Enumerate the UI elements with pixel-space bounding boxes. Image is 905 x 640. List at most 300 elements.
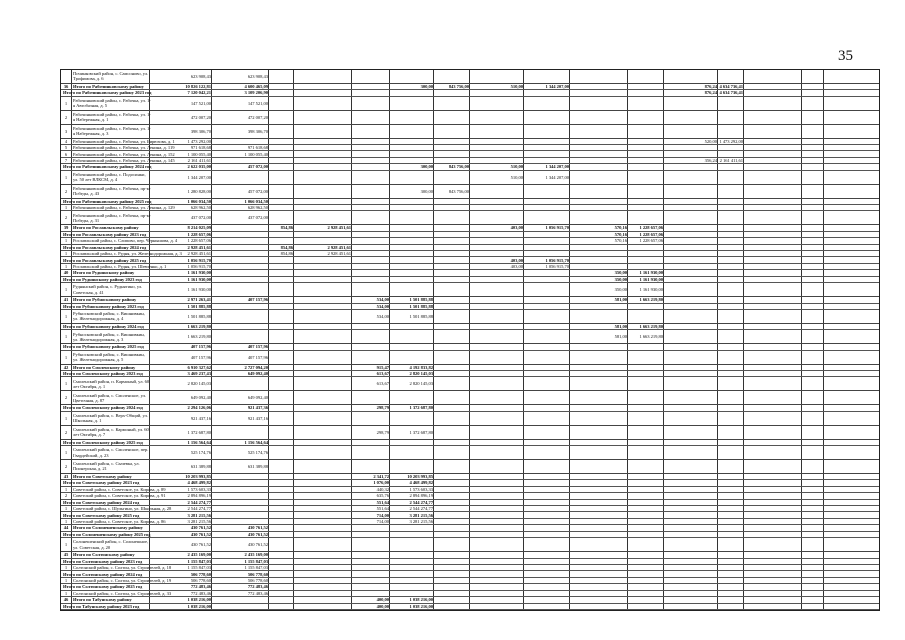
value-cell: 1 228 657,06 [639, 238, 663, 244]
value-cell: 631 389,88 [190, 463, 211, 469]
value-cell: 4 600 465,09 [244, 84, 268, 90]
value-cell: 1 573 603,33 [187, 486, 211, 492]
value-cell: 403,00 [510, 257, 523, 263]
value-cell: 623 908,43 [247, 73, 268, 79]
value-cell: 714,00 [376, 519, 389, 525]
value-cell: 2 435 169,00 [187, 552, 211, 558]
value-cell: 2 928 451,61 [327, 225, 351, 231]
value-cell: 403,00 [510, 225, 523, 231]
row-number: 2 [64, 429, 68, 435]
value-cell: 854,86 [280, 244, 293, 250]
value-cell: 147 521,00 [247, 100, 268, 106]
value-cell: 1 100 055,40 [187, 151, 211, 157]
value-cell: 1 280 828,00 [187, 188, 211, 194]
value-cell: 1 228 657,06 [187, 238, 211, 244]
value-cell: 1 161 930,00 [187, 287, 211, 293]
value-cell: 581,00 [614, 297, 627, 303]
value-cell: 300,00 [420, 164, 433, 170]
row-address: Смоленский район, с. Верх-Общий, ул. Школьная, д. 1 [73, 413, 148, 424]
value-cell: 649 092,40 [247, 371, 268, 377]
value-cell: 1 156 564,64 [244, 439, 268, 445]
value-cell: 2 294 126,06 [187, 405, 211, 411]
value-cell: 854,86 [280, 225, 293, 231]
row-label: Итого по Руднянскому району 2023 год [63, 276, 142, 282]
row-label: Итого по Солтонскому району 2024 год [63, 571, 143, 577]
row-number: 1 [64, 251, 68, 257]
row-number: 1 [64, 519, 68, 525]
value-cell: 534,00 [376, 313, 389, 319]
row-label: Итого по Рубносковому району 2024 год [63, 324, 144, 330]
row-label: Итого по Рославльскому району 2024 год [63, 244, 147, 250]
value-cell: 430 761,52 [190, 542, 211, 548]
table-body [61, 70, 879, 610]
value-cell: 407 157,96 [190, 344, 211, 350]
row-address: Советский район, с. Советское, ул. Кирова, д. 89 [73, 486, 166, 492]
value-cell: 525 174,76 [190, 449, 211, 455]
value-cell: 457 072,00 [247, 188, 268, 194]
value-cell: 472 007,20 [247, 114, 268, 120]
value-cell: 3 281 215,56 [409, 519, 433, 525]
row-label: Итого по Рославльскому району 2023 год [63, 231, 147, 237]
value-cell: 1 372 687,80 [409, 405, 433, 411]
value-cell: 2 820 145,03 [187, 381, 211, 387]
row-number [61, 70, 71, 83]
row-address: Итого по Рабочинковскому району [73, 84, 144, 90]
value-cell: 581,00 [614, 324, 627, 330]
value-cell: 581,00 [614, 334, 627, 340]
row-number: 1 [64, 238, 68, 244]
row-number: 41 [63, 297, 69, 303]
value-cell: 298,79 [376, 429, 389, 435]
value-cell: 350,00 [614, 270, 627, 276]
value-cell: 1 161 930,00 [187, 276, 211, 282]
budget-table [60, 69, 880, 611]
value-cell: 570,16 [614, 225, 627, 231]
value-cell: 843 756,00 [448, 84, 469, 90]
value-cell: 1 344 207,00 [545, 164, 569, 170]
value-cell: 457 072,00 [247, 164, 268, 170]
row-number: 2 [64, 215, 68, 221]
value-cell: 1 344 207,00 [545, 84, 569, 90]
value-cell: 1 038 216,00 [409, 603, 433, 609]
value-cell: 1 155 847,03 [187, 565, 211, 571]
row-number: 1 [64, 354, 68, 360]
row-number: 1 [64, 486, 68, 492]
value-cell: 472 007,20 [190, 114, 211, 120]
table-row [61, 412, 879, 426]
value-cell: 772 483,46 [190, 590, 211, 596]
value-cell: 407 157,96 [247, 344, 268, 350]
value-cell: 1 038 216,00 [187, 597, 211, 603]
value-cell: 525 174,76 [247, 449, 268, 455]
value-cell: 1 501 885,88 [187, 313, 211, 319]
value-cell: 631 389,88 [247, 463, 268, 469]
row-label: Итого по Рабочинковскому району 2023 год [63, 90, 152, 96]
row-address: Смоленский район, с. Смоленское, пер. Гвардейский, д. 23 [73, 447, 149, 458]
row-number: 5 [64, 145, 68, 151]
row-number: 1 [64, 381, 68, 387]
page-number: 35 [838, 48, 853, 64]
row-address: Итого по Советскому району [73, 474, 132, 480]
value-cell: 2 544 274,77 [409, 506, 433, 512]
value-cell: 2 544 274,77 [187, 506, 211, 512]
value-cell: 1 372 687,80 [187, 429, 211, 435]
value-cell: 510,00 [510, 174, 523, 180]
value-cell: 3 281 215,56 [409, 512, 433, 518]
value-cell: 1 501 885,88 [187, 303, 211, 309]
row-number: 2 [64, 188, 68, 194]
value-cell: 551,64 [376, 506, 389, 512]
value-cell: 649 092,40 [190, 395, 211, 401]
row-address: Рабочинковский район, с. Рабочка, пр-кт Победы, д. 43 [73, 185, 151, 197]
value-cell: 854,86 [280, 251, 293, 257]
row-address: Рославльский район, с. Слипово, пер. Чернышова, д. 4 [73, 238, 178, 244]
value-cell: 1 228 657,06 [639, 225, 663, 231]
row-number: 40 [63, 270, 69, 276]
value-cell: 772 483,46 [247, 584, 268, 590]
value-cell: 1 066 034,50 [187, 198, 211, 204]
value-cell: 628 962,50 [190, 205, 211, 211]
table-row [61, 185, 879, 199]
row-label: Итого по Смоленскому району 2025 год [63, 439, 143, 445]
table-row [61, 351, 879, 365]
row-address: Рубносковский район, с. Вишнивкин, ул. Железнодорожная, д. 3 [73, 331, 145, 342]
value-cell: 506 778,60 [247, 577, 268, 583]
value-cell: 570,16 [614, 231, 627, 237]
value-cell: 430 761,52 [247, 542, 268, 548]
value-cell: 876,24 [704, 90, 717, 96]
row-label: Итого по Советскому району 2023 год [63, 480, 140, 486]
value-cell: 714,00 [376, 512, 389, 518]
row-number: 1 [64, 449, 68, 455]
row-number: 1 [64, 506, 68, 512]
value-cell: 534,00 [376, 297, 389, 303]
row-number: 2 [64, 463, 68, 469]
value-cell: 506 778,60 [190, 577, 211, 583]
row-label: Итого по Рабочинковскому району 2024 год [63, 164, 152, 170]
row-number: 1 [64, 174, 68, 180]
row-number: 2 [64, 395, 68, 401]
value-cell: 1 155 847,03 [244, 558, 268, 564]
value-cell: 1 056 915,70 [545, 257, 569, 263]
row-number: 1 [64, 205, 68, 211]
row-address: Итого по Табунскому району [73, 597, 132, 603]
row-address: Рабочинковский район, с. Рабочка, пр-кт Победы, д. 31 [73, 212, 151, 223]
value-cell: 1 156 564,64 [187, 439, 211, 445]
row-address: Рославльский район, с. Рудня, ул. Железнодорожная, д. 3 [73, 251, 182, 257]
value-cell: 3 281 215,56 [187, 519, 211, 525]
value-cell: 350,00 [614, 287, 627, 293]
row-address: Рославльский район, с. Рудня, ул. Шевченко, д. 1 [73, 264, 167, 270]
row-number: 36 [63, 84, 69, 90]
row-address: Рабочинковский район, с. Рабочка, ул. Ленина, д. 119 [73, 145, 175, 151]
table-row [61, 97, 879, 111]
table-row [61, 378, 879, 392]
row-address: Советский район, с. Советское, ул. Кирова, д. 86 [73, 519, 166, 525]
value-cell: 1 501 885,88 [409, 313, 433, 319]
value-cell: 971 618,68 [247, 145, 268, 151]
value-cell: 971 618,68 [190, 145, 211, 151]
value-cell: 520,00 [704, 138, 717, 144]
value-cell: 1 344 207,00 [545, 174, 569, 180]
value-cell: 570,16 [614, 238, 627, 244]
row-number: 1 [64, 415, 68, 421]
value-cell: 300,00 [420, 188, 433, 194]
value-cell: 510,00 [510, 164, 523, 170]
row-address: Итого по Рубносковому району [73, 297, 137, 303]
value-cell: 2 727 094,20 [244, 364, 268, 370]
table-row [61, 391, 879, 405]
value-cell: 350,00 [614, 276, 627, 282]
value-cell: 7 120 042,21 [187, 90, 211, 96]
table-row [61, 446, 879, 460]
row-number: 3 [64, 128, 68, 134]
row-address: Солонешенский район, с. Солонешное, ул. Советская, д. 20 [73, 539, 149, 550]
row-number: 2 [64, 114, 68, 120]
value-cell: 2 894 896,19 [409, 493, 433, 499]
value-cell: 1 038 216,00 [409, 597, 433, 603]
row-number: 1 [64, 264, 68, 270]
row-number: 46 [63, 597, 69, 603]
row-label: Итого по Солтонскому району 2025 год [63, 584, 143, 590]
row-address: Итого по Солтонскому району [73, 552, 135, 558]
value-cell: 506 778,60 [247, 571, 268, 577]
row-address: Рабочинковский район, с. Рабочка, ул. Бирюзова, д. 1 [73, 138, 175, 144]
row-label: Итого по Смоленскому району 2023 год [63, 371, 143, 377]
value-cell: 551,64 [376, 499, 389, 505]
row-label: Итого по Табунскому району 2023 год [63, 603, 140, 609]
row-address: Итого по Смоленскому району [73, 364, 136, 370]
row-address: Рабочинковский район, с. Рабочка, ул. 1-я Набережная, д. 3 [73, 125, 151, 137]
row-address: Итого по Солонешенскому району [73, 525, 143, 531]
row-address: Рубносковский район, с. Вишнивкин, ул. Железнодорожная, д. 5 [73, 351, 145, 363]
row-address: Смоленский район, с. Смоленское, ул. Цветочная, д. 87 [73, 392, 146, 403]
value-cell: 356,24 [704, 157, 717, 163]
value-cell: 6 910 327,62 [187, 364, 211, 370]
table-row [61, 283, 879, 297]
value-cell: 4 192 833,82 [409, 364, 433, 370]
value-cell: 1 501 885,88 [409, 297, 433, 303]
table-row [61, 125, 879, 139]
value-cell: 1 056 915,70 [545, 225, 569, 231]
value-cell: 1 161 930,00 [639, 287, 663, 293]
value-cell: 1 501 885,88 [409, 303, 433, 309]
row-address: Итого по Рославльскому району [73, 225, 139, 231]
value-cell: 407 157,96 [190, 354, 211, 360]
table-row [61, 211, 879, 225]
row-label: Итого по Солонешенскому району 2025 год [63, 531, 151, 537]
row-address: Солтонский район, с. Солтон, ул. Строителей, д. 18 [73, 565, 172, 571]
value-cell: 1 100 055,40 [244, 151, 268, 157]
value-cell: 921 437,36 [247, 405, 268, 411]
value-cell: 430 761,52 [247, 525, 268, 531]
value-cell: 843 756,00 [448, 164, 469, 170]
table-row [61, 460, 879, 474]
value-cell: 1 056 915,70 [545, 264, 569, 270]
table-row [61, 426, 879, 440]
row-number: 6 [64, 151, 68, 157]
value-cell: 430 761,52 [190, 531, 211, 537]
table-row [61, 330, 879, 344]
value-cell: 407 157,96 [247, 354, 268, 360]
table-row [61, 70, 879, 84]
value-cell: 1 228 657,06 [187, 231, 211, 237]
row-address: Смоленский район, п. Кармоный, ул. 60 лет Октября, д. 1 [73, 378, 150, 389]
value-cell: 300,00 [420, 84, 433, 90]
row-number: 1 [64, 590, 68, 596]
value-cell: 2 928 451,61 [187, 244, 211, 250]
value-cell: 1 155 847,03 [187, 558, 211, 564]
value-cell: 437 072,00 [190, 215, 211, 221]
row-address: Рабочинковский район, с. Подосинки, ул. 50 лет ВЛКСМ, д. 4 [73, 171, 146, 183]
row-number: 1 [64, 287, 68, 293]
value-cell: 2 435 169,00 [244, 552, 268, 558]
table-row [61, 111, 879, 125]
value-cell: 1 663 219,80 [639, 324, 663, 330]
value-cell: 10 203 993,85 [185, 474, 211, 480]
table-row [61, 604, 879, 610]
value-cell: 1 663 219,80 [639, 297, 663, 303]
row-number: 44 [63, 525, 69, 531]
value-cell: 2 341,72 [373, 474, 389, 480]
row-number: 7 [64, 157, 68, 163]
row-address: Смоленский район, с. Кармоный, ул. 60 лет Октября, д. 7 [73, 426, 149, 438]
row-number: 1 [64, 565, 68, 571]
value-cell: 628 962,50 [247, 205, 268, 211]
value-cell: 1 161 930,00 [639, 270, 663, 276]
value-cell: 2 894 896,19 [187, 493, 211, 499]
value-cell: 4 468 499,82 [409, 480, 433, 486]
value-cell: 635,76 [376, 493, 389, 499]
value-cell: 1 056 915,70 [187, 257, 211, 263]
value-cell: 1 066 034,50 [244, 198, 268, 204]
value-cell: 2 622 035,00 [187, 164, 211, 170]
row-label: Итого по Рославльскому району 2025 год [63, 257, 147, 263]
row-address: Рабочинковский район, с. Рабочка, ул. 1-я Набережная, д. 1 [73, 111, 151, 123]
row-label: Итого по Рабочинковскому району 2025 год [63, 198, 152, 204]
value-cell: 430 761,52 [247, 531, 268, 537]
value-cell: 3 469 237,43 [187, 371, 211, 377]
row-address: Солтонский район, с. Солтон, ул. Строителей, д. 33 [73, 590, 172, 596]
row-address: Рабочинковский район, с. Рабочка, ул. Ленина, д. 145 [73, 157, 175, 163]
row-label: Итого по Советскому району 2024 год [63, 499, 140, 505]
row-number: 1 [64, 313, 68, 319]
value-cell: 3 281 215,56 [187, 512, 211, 518]
row-address: Солтонский район, с. Солтон, ул. Строителей, д. 19 [73, 577, 172, 583]
value-cell: 1 473 292,00 [719, 138, 743, 144]
row-number: 4 [64, 138, 68, 144]
value-cell: 4 468 499,82 [187, 480, 211, 486]
row-number: 39 [63, 225, 69, 231]
value-cell: 772 483,46 [247, 590, 268, 596]
value-cell: 2 161 411,61 [187, 157, 211, 163]
value-cell: 2 544 274,77 [187, 499, 211, 505]
value-cell: 1 155 847,03 [244, 565, 268, 571]
value-cell: 534,00 [376, 303, 389, 309]
value-cell: 510,00 [510, 84, 523, 90]
value-cell: 1 372 687,80 [409, 429, 433, 435]
value-cell: 403,00 [510, 264, 523, 270]
value-cell: 2 820 145,03 [409, 381, 433, 387]
row-address: Итого по Руднянскому району [73, 270, 135, 276]
value-cell: 1 663 219,80 [639, 334, 663, 340]
value-cell: 623 908,43 [190, 73, 211, 79]
value-cell: 915,47 [376, 364, 389, 370]
value-cell: 2 544 274,77 [409, 499, 433, 505]
value-cell: 772 483,46 [190, 584, 211, 590]
row-label: Итого по Солтонскому району 2023 год [63, 558, 143, 564]
value-cell: 4 634 736,41 [719, 84, 743, 90]
value-cell: 1 473 292,00 [187, 138, 211, 144]
value-cell: 1 228 657,06 [639, 231, 663, 237]
value-cell: 1 161 930,00 [639, 276, 663, 282]
value-cell: 3 109 206,90 [244, 90, 268, 96]
row-address: Советский район, с. Шульгино, ул. Школьная, д. 28 [73, 506, 172, 512]
row-number: 2 [64, 493, 68, 499]
value-cell: 1 076,00 [373, 480, 389, 486]
value-cell: 2 820 145,03 [409, 371, 433, 377]
row-number: 1 [64, 334, 68, 340]
value-cell: 2 928 451,61 [327, 251, 351, 257]
value-cell: 1 056 915,70 [187, 264, 211, 270]
value-cell: 2 161 411,61 [719, 157, 743, 163]
row-address: Рубносковский район, с. Вишнивкин, ул. Железнодорожная, д. 4 [73, 311, 145, 322]
value-cell: 10 203 993,85 [407, 474, 433, 480]
value-cell: 4 634 736,41 [719, 90, 743, 96]
row-number: 1 [64, 100, 68, 106]
value-cell: 10 826 122,81 [185, 84, 211, 90]
row-number: 42 [63, 364, 69, 370]
row-label: Итого по Рубносковому району 2023 год [63, 303, 144, 309]
row-address: Советский район, с. Советское, ул. Кирова, д. 91 [73, 493, 166, 499]
row-number: 1 [64, 542, 68, 548]
value-cell: 440,32 [376, 486, 389, 492]
table-row [61, 538, 879, 552]
value-cell: 921 437,16 [190, 415, 211, 421]
value-cell: 1 161 930,00 [187, 270, 211, 276]
value-cell: 1 344 207,00 [187, 174, 211, 180]
value-cell: 2 928 451,61 [327, 244, 351, 250]
value-cell: 876,24 [704, 84, 717, 90]
row-label: Итого по Советскому району 2025 год [63, 512, 140, 518]
table-row [61, 310, 879, 324]
value-cell: 1 663 219,80 [187, 324, 211, 330]
row-address: Рабочинковский район, с. Рабочка, ул. Ленина, д. 152 [73, 151, 175, 157]
row-label: Итого по Смоленскому району 2024 год [63, 405, 143, 411]
value-cell: 2 971 263,41 [187, 297, 211, 303]
value-cell: 1 038 216,00 [187, 603, 211, 609]
value-cell: 2 928 451,61 [187, 251, 211, 257]
value-cell: 613,67 [376, 381, 389, 387]
row-address: Рабочинковский район, с. Рабочка, ул. 1-я Автобазная, д. 5 [73, 98, 151, 109]
row-address: Смоленский район, с. Сычевка, ул. Пионерская, д. 21 [73, 461, 140, 472]
value-cell: 398 306,70 [247, 128, 268, 134]
value-cell: 921 437,16 [247, 415, 268, 421]
value-cell: 147 521,00 [190, 100, 211, 106]
value-cell: 1 663 219,80 [187, 334, 211, 340]
row-address: Рабочинковский район, с. Рабочка, ул. Ленина, д. 129 [73, 205, 175, 211]
table-row [61, 171, 879, 185]
row-number: 1 [64, 577, 68, 583]
value-cell: 430 761,52 [190, 525, 211, 531]
value-cell: 400,00 [376, 597, 389, 603]
row-address: Починковский район, с. Самсоново, ул. Трофимова, д. 6 [73, 71, 149, 82]
value-cell: 649 092,40 [247, 395, 268, 401]
value-cell: 400,00 [376, 603, 389, 609]
row-number: 43 [63, 474, 69, 480]
value-cell: 437 072,00 [247, 215, 268, 221]
row-address: Руднянский район, с. Руднятино, ул. Советская, д. 41 [73, 284, 143, 295]
